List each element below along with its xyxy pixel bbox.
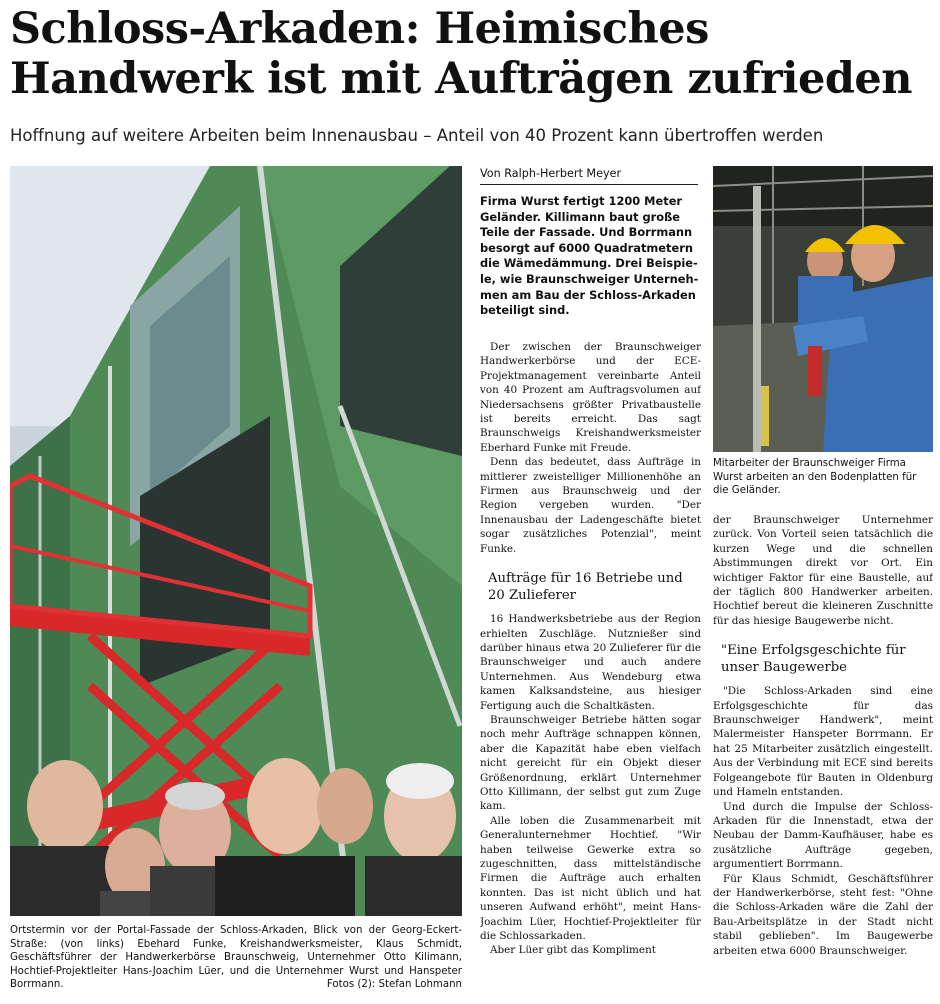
lead-line: Firma Wurst fertigt 1200 Meter — [480, 194, 683, 208]
photo-facade — [10, 166, 462, 916]
caption-workers-photo: Mitarbeiter der Braunschweiger Firma Wurst arbeiten an den Bodenplatten für die Geländer. — [713, 458, 917, 496]
body-paragraph: Braunschweiger Betriebe hätten sogar noch mehr Aufträge schnappen können, aber die Kapazität habe eben vielfach nicht gereicht für ein Objekt dieser Größenordnung, erklärt Unternehmer Otto Killimann, der selbst gut zum Zuge kam. — [480, 713, 701, 813]
lead-line: beteiligt sind. — [480, 303, 570, 318]
body-paragraph: 16 Handwerksbetriebe aus der Region erhielten Zuschläge. Nutznießer sind darüber hinaus etwa 20 Zulieferer für die Braunschweiger und auch andere Unternehmen. Aus Wendeburg etwa kamen Kalksandsteine, aus hiesiger Fertigung auch die Schaltkästen. — [480, 613, 701, 712]
article-column-right — [713, 513, 933, 993]
photo-workers-hardhats-icon — [713, 166, 933, 452]
body-paragraph: Denn das bedeutet, dass Aufträge in mittlerer zweistelliger Millionenhöhe an Firmen aus Braunschweig und der Region vergeben wurden. "Der Innenausbau der Ladengeschäfte bietet sogar zusätzliches Potenzial", meint Funke. — [480, 456, 701, 555]
body-paragraph: Aber Lüer gibt das Kompliment — [490, 944, 656, 957]
caption-main-text: Ortstermin vor der Portal-Fassade der Schloss-Arkaden, Blick von der Georg-Eckert-Straße: (von links) Ebehard Funke, Kreishandwerksmeister, Klaus Schmidt, Geschäftsführer der Handwerkerbörse Braunschweig, Unternehmer Otto Kilimann, Hochtief-Projektleiter Hans-Joachim Lüer, und die Unternehmer Wurst und Hanspeter Borrmann. — [10, 925, 462, 990]
photo-credit: Fotos (2): Stefan Lohmann — [326, 979, 462, 990]
byline: Von Ralph-Herbert Meyer — [480, 166, 698, 185]
lead-line: Teile der Fassade. Und Borrmann — [480, 225, 693, 240]
lead-line: besorgt auf 6000 Quadratmetern — [480, 240, 693, 255]
lead-line: die Wämedämmung. Drei Beispie- — [480, 256, 698, 271]
lead-line: men am Bau der Schloss-Arkaden — [480, 287, 696, 302]
body-paragraph: Für Klaus Schmidt, Geschäftsführer der Handwerkerbörse, steht fest: "Ohne die Schloss-Arkaden wäre die Zahl der Bau-Arbeitsplätze in der Stadt nicht stabil geblieben". Im Baugewerbe arbeiten etwa 6000 Braunschweiger. — [713, 872, 933, 957]
lead-line: Geländer. Killimann baut große — [480, 209, 680, 224]
article-column-center — [480, 340, 701, 1002]
body-paragraph: der Braunschweiger Unternehmer zurück. Von Vorteil seien tatsächlich die kurzen Wege und die schnellen Abstimmungen direkt vor Ort. Ein wichtiger Faktor für eine Baustelle, auf der täglich 800 Handwerker arbeiten. Hochtief bereut die kleineren Zuschnitte für das hiesige Baugewerbe nicht. — [713, 514, 933, 627]
body-paragraph: "Die Schloss-Arkaden sind eine Erfolgsgeschichte für das Braunschweiger Handwerk", meint Malermeister Hanspeter Borrmann. Er hat 25 Mitarbeiter zusätzlich eingestellt. Aus der Verbindung mit ECE sind bereits Folgeangebote für Bauten in Oldenburg und Hameln entstanden. — [713, 685, 933, 799]
photo-workers — [713, 166, 933, 452]
subheading-auftraege: Aufträge für 16 Betriebe und 20 Zulieferer — [488, 571, 683, 604]
body-paragraph: Und durch die Impulse der Schloss-Arkaden für die Innenstadt, etwa der Neubau der Damm-Kaufhäuser, habe es zusätzliche Aufträge gegeben, argumentiert Borrmann. — [713, 800, 933, 871]
headline-line-1: Schloss-Arkaden: Heimisches — [10, 4, 709, 54]
subheadline: Hoffnung auf weitere Arbeiten beim Innenausbau – Anteil von 40 Prozent kann übertroffen werden — [10, 126, 824, 145]
body-paragraph: Alle loben die Zusammenarbeit mit Generalunternehmer Hochtief. "Wir haben teilweise Gewerke extra so zugeschnitten, dass mittelständische Firmen die Aufträge auch erhalten konnten. Das ist nicht üblich und hat unseren Aufwand erhöht", meint Hans-Joachim Lüer, Hochtief-Projektleiter für die Schlossarkaden. — [480, 814, 701, 943]
lead-paragraph — [480, 194, 700, 319]
subheading-erfolgsgeschichte: "Eine Erfolgsgeschichte für unser Baugewerbe — [721, 643, 906, 676]
photo-facade-scissor-lift-icon — [10, 166, 462, 916]
headline — [10, 4, 935, 104]
headline-line-2: Handwerk ist mit Aufträgen zufrieden — [10, 54, 913, 104]
caption-main-photo — [10, 924, 462, 992]
lead-line: le, wie Braunschweiger Unterneh- — [480, 271, 699, 286]
body-paragraph: Der zwischen der Braunschweiger Handwerkerbörse und der ECE-Projektmanagement vereinbarte Anteil von 40 Prozent am Auftragsvolumen auf Niedersachsens größter Privatbaustelle ist bereits erreicht. Das sagt Braunschweigs Kreishandwerksmeister Eberhard Funke mit Freude. — [480, 341, 701, 454]
